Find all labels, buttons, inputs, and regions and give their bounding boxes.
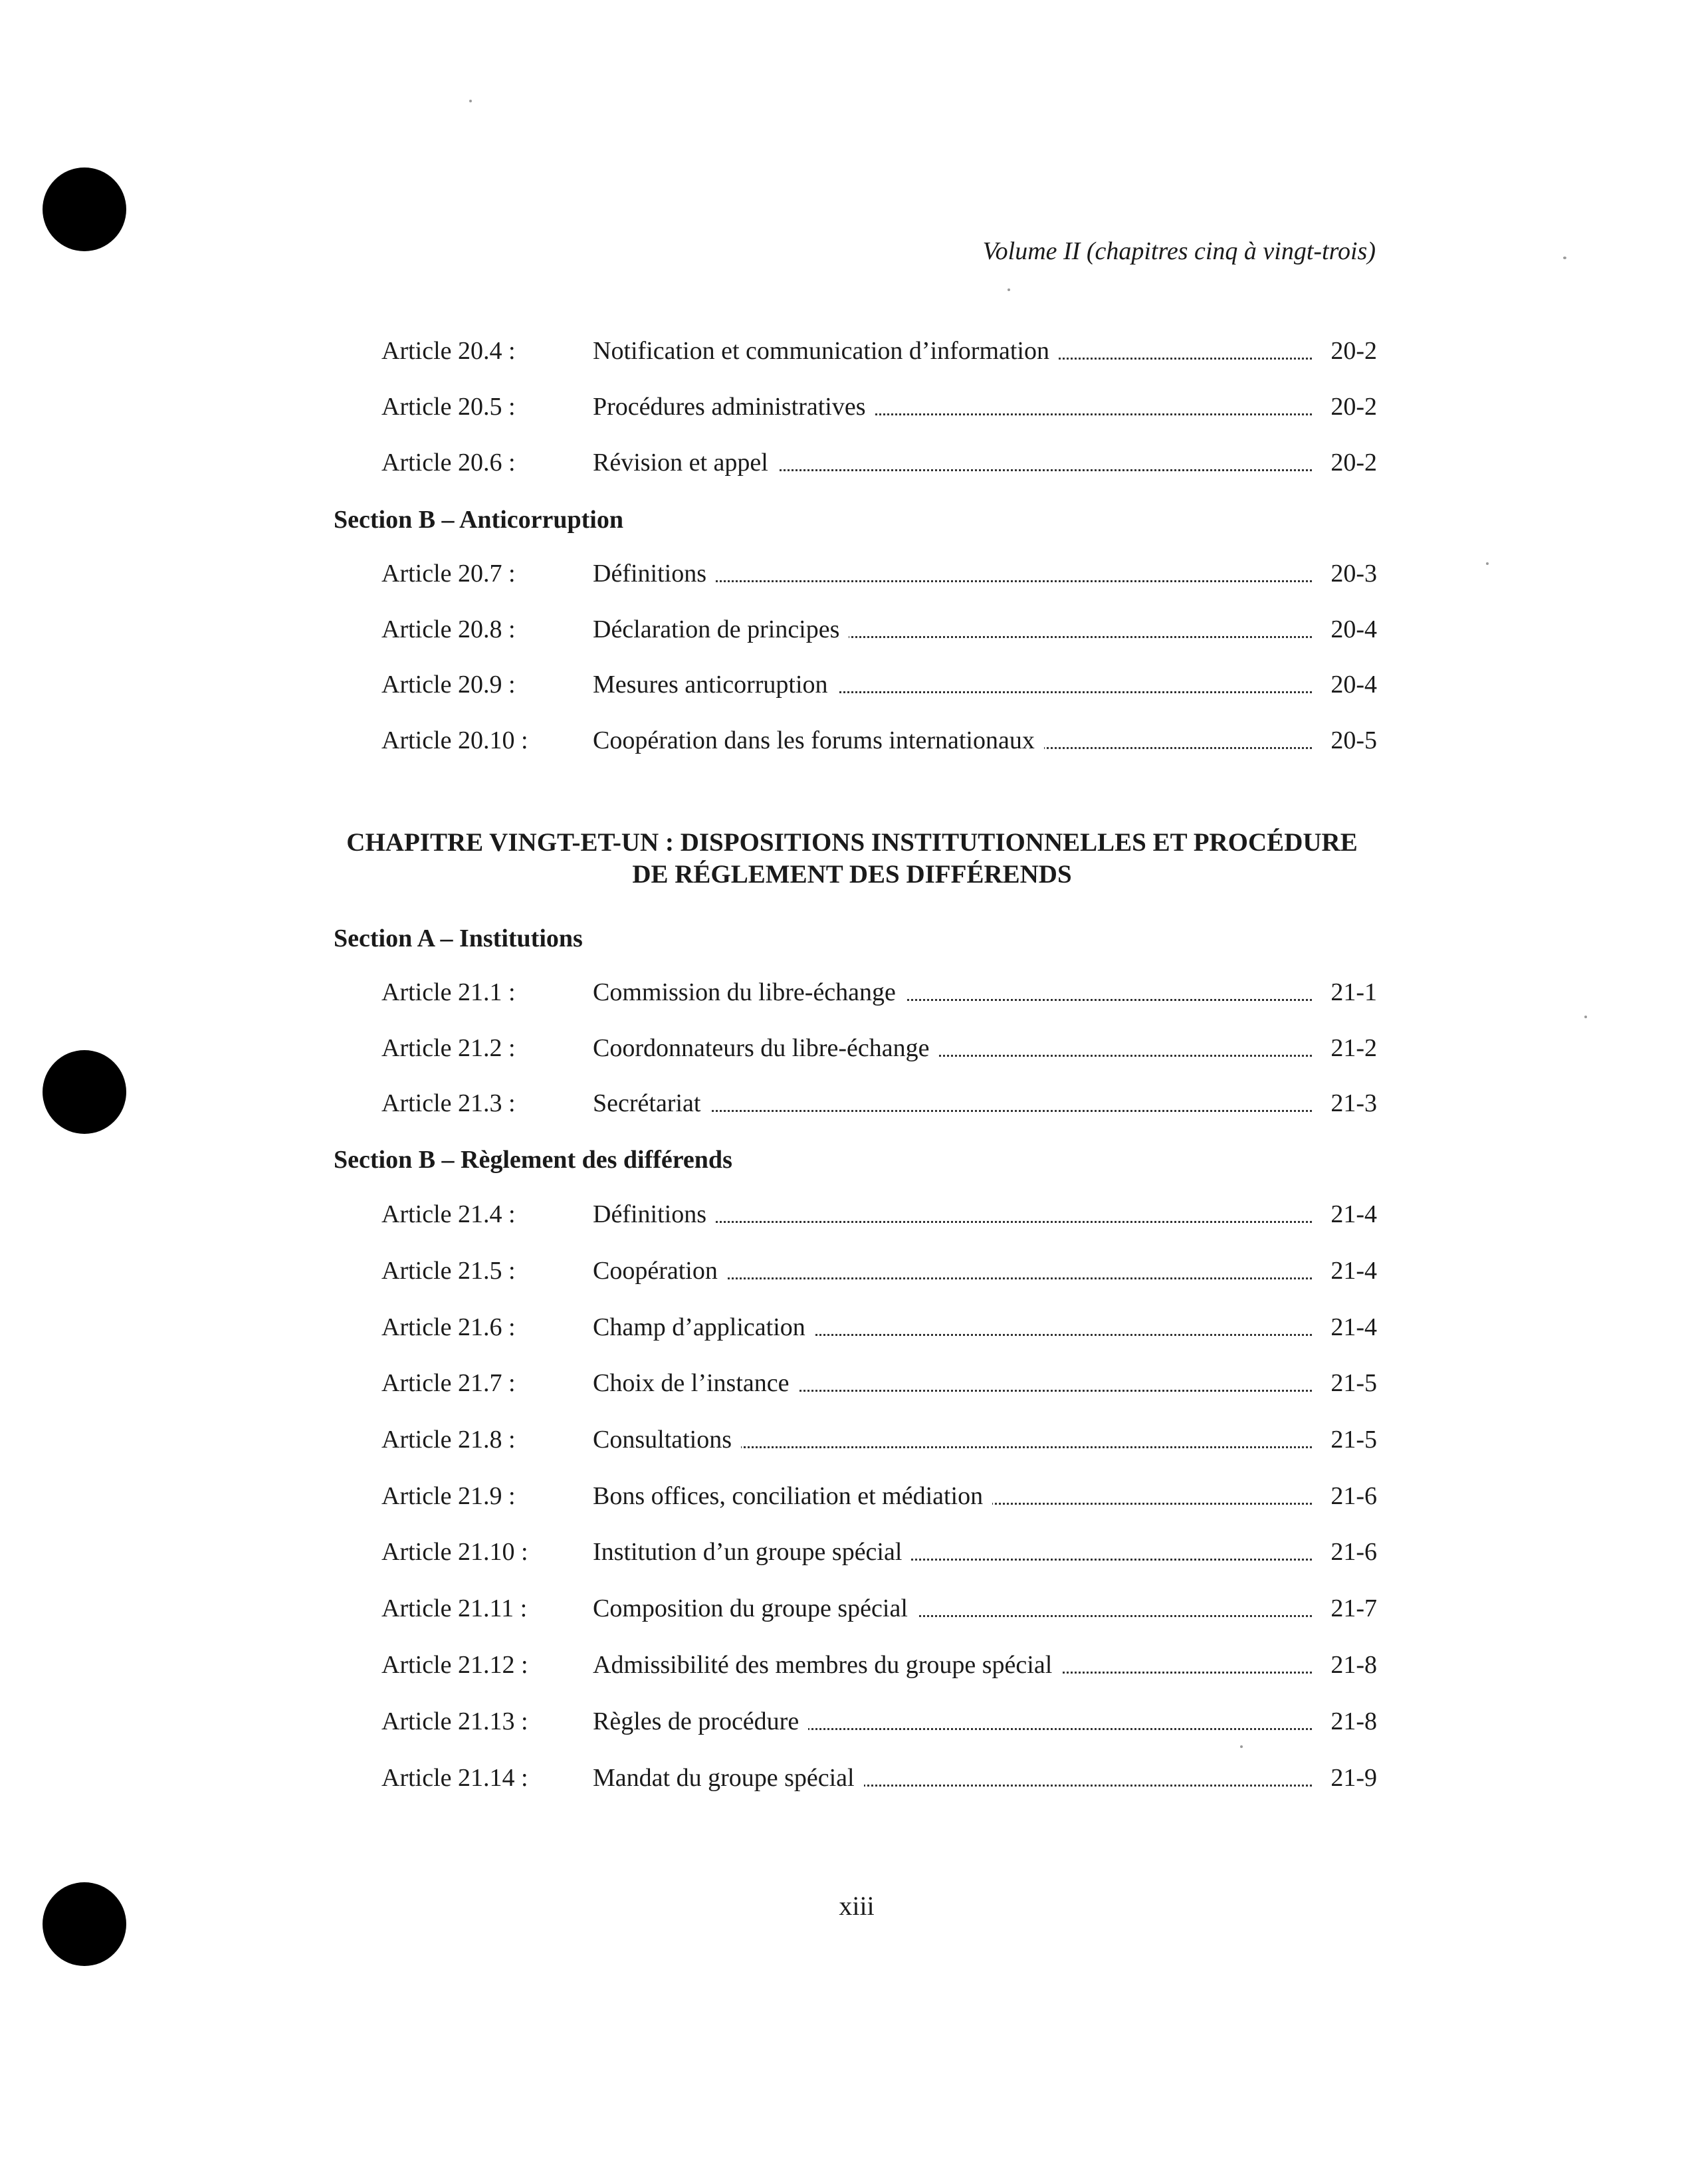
running-header: Volume II (chapitres cinq à vingt-trois) [982, 237, 1376, 265]
page-reference: 21-3 [1330, 1089, 1377, 1117]
article-number: Article 20.8 : [381, 615, 516, 643]
page-reference: 21-4 [1330, 1200, 1377, 1228]
page-reference: 21-6 [1330, 1538, 1377, 1566]
article-number: Article 21.5 : [381, 1257, 516, 1285]
article-number: Article 20.10 : [381, 726, 528, 754]
toc-entry[interactable] [381, 724, 1377, 757]
toc-entry[interactable] [381, 1479, 1377, 1513]
article-number: Article 20.7 : [381, 560, 516, 588]
article-number: Article 21.7 : [381, 1369, 516, 1397]
article-title: Procédures administratives [593, 393, 875, 421]
section-heading: Section A – Institutions [334, 925, 583, 952]
toc-entry[interactable] [381, 1311, 1377, 1344]
article-title: Admissibilité des membres du groupe spécial [593, 1651, 1061, 1679]
page-reference: 21-1 [1330, 978, 1377, 1006]
page-reference: 21-4 [1330, 1313, 1377, 1341]
page-reference: 20-2 [1330, 337, 1377, 365]
page-reference: 20-3 [1330, 560, 1377, 588]
article-title: Coopération dans les forums internationaux [593, 726, 1044, 754]
page-reference: 21-5 [1330, 1426, 1377, 1454]
article-title: Commission du libre-échange [593, 978, 905, 1006]
page-reference: 21-9 [1330, 1764, 1377, 1792]
article-number: Article 20.5 : [381, 393, 516, 421]
page-reference: 21-4 [1330, 1257, 1377, 1285]
page-reference: 21-8 [1330, 1651, 1377, 1679]
article-number: Article 21.3 : [381, 1089, 516, 1117]
toc-entry[interactable] [381, 1592, 1377, 1625]
article-title: Champ d’application [593, 1313, 815, 1341]
article-title: Institution d’un groupe spécial [593, 1538, 911, 1566]
toc-entry[interactable] [381, 1032, 1377, 1065]
article-title: Composition du groupe spécial [593, 1594, 917, 1622]
page-reference: 20-2 [1330, 449, 1377, 477]
article-title: Notification et communication d’information [593, 337, 1059, 365]
article-title: Déclaration de principes [593, 615, 849, 643]
scan-speck [1584, 1016, 1587, 1018]
article-number: Article 21.6 : [381, 1313, 516, 1341]
toc-entry[interactable] [381, 334, 1377, 368]
toc-entry[interactable] [381, 1254, 1377, 1287]
article-title: Coopération [593, 1257, 727, 1285]
article-title: Consultations [593, 1426, 741, 1454]
toc-entry[interactable] [381, 1705, 1377, 1738]
toc-entry[interactable] [381, 1087, 1377, 1120]
toc-entry[interactable] [381, 976, 1377, 1009]
scan-speck [1240, 1745, 1243, 1748]
page-reference: 20-4 [1330, 671, 1377, 699]
article-number: Article 21.12 : [381, 1651, 528, 1679]
article-title: Mandat du groupe spécial [593, 1764, 864, 1792]
article-number: Article 21.9 : [381, 1482, 516, 1510]
toc-entry[interactable] [381, 1366, 1377, 1400]
article-number: Article 21.1 : [381, 978, 516, 1006]
scan-speck [1486, 562, 1489, 565]
punch-hole-top [43, 167, 126, 251]
article-title: Définitions [593, 1200, 716, 1228]
scan-speck [469, 100, 472, 102]
page-reference: 20-4 [1330, 615, 1377, 643]
article-title: Mesures anticorruption [593, 671, 837, 699]
toc-entry[interactable] [381, 1423, 1377, 1456]
page-reference: 20-2 [1330, 393, 1377, 421]
article-title: Coordonnateurs du libre-échange [593, 1034, 939, 1062]
punch-hole-bottom [43, 1882, 126, 1966]
toc-entry[interactable] [381, 557, 1377, 590]
article-title: Secrétariat [593, 1089, 710, 1117]
article-number: Article 21.13 : [381, 1707, 528, 1735]
section-heading: Section B – Anticorruption [334, 506, 623, 534]
page-reference: 20-5 [1330, 726, 1377, 754]
article-title: Choix de l’instance [593, 1369, 798, 1397]
article-number: Article 20.9 : [381, 671, 516, 699]
article-number: Article 21.2 : [381, 1034, 516, 1062]
scan-speck [1008, 288, 1010, 291]
toc-entry[interactable] [381, 1535, 1377, 1569]
article-title: Définitions [593, 560, 716, 588]
page-number: xiii [839, 1891, 875, 1921]
toc-entry[interactable] [381, 390, 1377, 423]
toc-entry[interactable] [381, 668, 1377, 701]
punch-hole-middle [43, 1050, 126, 1134]
chapter-heading-line-2: DE RÉGLEMENT DES DIFFÉRENDS [632, 860, 1072, 889]
article-number: Article 20.4 : [381, 337, 516, 365]
section-heading: Section B – Règlement des différends [334, 1146, 732, 1174]
article-number: Article 21.4 : [381, 1200, 516, 1228]
chapter-heading [334, 827, 1370, 891]
toc-entry[interactable] [381, 446, 1377, 479]
page-reference: 21-2 [1330, 1034, 1377, 1062]
page-reference: 21-8 [1330, 1707, 1377, 1735]
page-reference: 21-5 [1330, 1369, 1377, 1397]
article-number: Article 21.14 : [381, 1764, 528, 1792]
article-number: Article 20.6 : [381, 449, 516, 477]
toc-entry[interactable] [381, 1761, 1377, 1795]
article-title: Révision et appel [593, 449, 778, 477]
scan-speck [1563, 257, 1566, 259]
article-number: Article 21.8 : [381, 1426, 516, 1454]
page-reference: 21-7 [1330, 1594, 1377, 1622]
toc-entry[interactable] [381, 1198, 1377, 1231]
article-title: Bons offices, conciliation et médiation [593, 1482, 992, 1510]
page-reference: 21-6 [1330, 1482, 1377, 1510]
article-title: Règles de procédure [593, 1707, 808, 1735]
chapter-heading-line-1: CHAPITRE VINGT-ET-UN : DISPOSITIONS INSTITUTIONNELLES ET PROCÉDURE [346, 828, 1358, 857]
toc-entry[interactable] [381, 613, 1377, 646]
article-number: Article 21.10 : [381, 1538, 528, 1566]
toc-entry[interactable] [381, 1648, 1377, 1682]
article-number: Article 21.11 : [381, 1594, 528, 1622]
